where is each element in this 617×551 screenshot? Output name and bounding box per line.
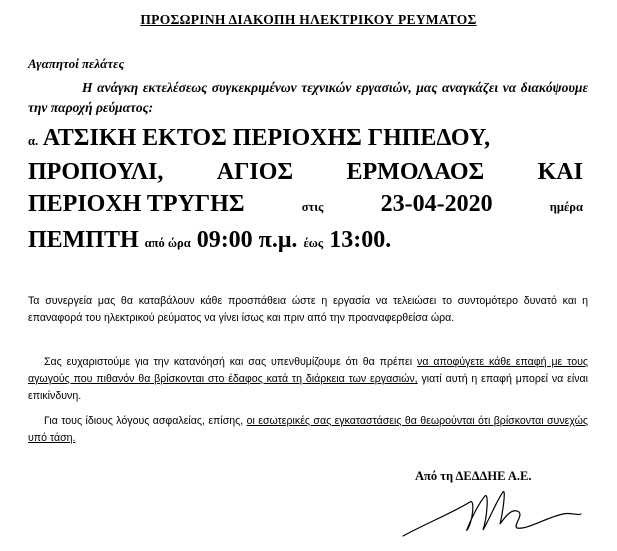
- area-word: ΠΡΟΠΟΥΛΙ,: [28, 159, 164, 185]
- time-from: 09:00 π.μ.: [196, 227, 298, 253]
- area-text-3: ΠΕΡΙΟΧΗ ΤΡΥΓΗΣ: [28, 191, 245, 217]
- time-to: 13:00.: [329, 227, 392, 253]
- paragraph-restoration: Τα συνεργεία μας θα καταβάλουν κάθε προσπάθεια ώστε η εργασία να τελειώσει το συντομότερο δυνατό και η επαναφορά του ηλεκτρικού ρεύματος να γίνει ίσως και πριν από την προαναφερθείσα ώρα.: [28, 295, 588, 324]
- area-line-2: [28, 156, 583, 188]
- notice-title: ΠΡΟΣΩΡΙΝΗ ΔΙΑΚΟΠΗ ΗΛΕΚΤΡΙΚΟΥ ΡΕΥΜΑΤΟΣ: [140, 12, 477, 27]
- greeting: Αγαπητοί πελάτες: [28, 56, 125, 71]
- outage-date: 23-04-2020: [380, 191, 493, 217]
- sign-off: Από τη ΔΕΔΔΗΕ Α.Ε.: [415, 469, 532, 483]
- p2-end: γιατί αυτή η επαφή μπορεί να είναι επικίνδυνη.: [28, 373, 588, 402]
- paragraph-installations: [28, 413, 588, 447]
- area-line-1: [28, 122, 583, 157]
- area-date-line: [28, 188, 583, 223]
- p2-underlined: να αποφύγετε κάθε επαφή με τους αγωγούς που πιθανόν θα βρίσκονται στο έδαφος κατά τη διάρκεια των εργασιών,: [28, 356, 588, 385]
- p3-underlined: οι εσωτερικές σας εγκαταστάσεις θα θεωρούνται ότι βρίσκονται συνεχώς υπό τάση.: [28, 415, 588, 444]
- from-word: από ώρα: [144, 236, 191, 250]
- on-word: στις: [301, 200, 324, 214]
- time-line: [28, 224, 583, 259]
- area-word: ΑΓΙΟΣ: [216, 159, 294, 185]
- day-word: ημέρα: [549, 200, 583, 214]
- p2-start: Σας ευχαριστούμε για την κατανόησή και σας υπενθυμίζουμε ότι θα πρέπει: [44, 356, 418, 368]
- p3-start: Για τους ίδιους λόγους ασφαλείας, επίσης,: [44, 415, 247, 427]
- area-text-1: ΑΤΣΙΚΗ ΕΚΤΟΣ ΠΕΡΙΟΧΗΣ ΓΗΠΕΔΟΥ,: [42, 125, 491, 151]
- paragraph-safety-warning: [28, 354, 588, 405]
- area-word: ΕΡΜΟΛΑΟΣ: [346, 159, 485, 185]
- to-word: έως: [303, 236, 324, 250]
- area-word: ΚΑΙ: [537, 159, 583, 185]
- intro-paragraph: Η ανάγκη εκτελέσεως συγκεκριμένων τεχνικών εργασιών, μας αναγκάζει να διακόψουμε την παροχή ρεύματος:: [28, 80, 588, 115]
- item-marker: α.: [28, 134, 39, 148]
- signature-scribble: [395, 478, 585, 548]
- weekday: ΠΕΜΠΤΗ: [28, 227, 139, 253]
